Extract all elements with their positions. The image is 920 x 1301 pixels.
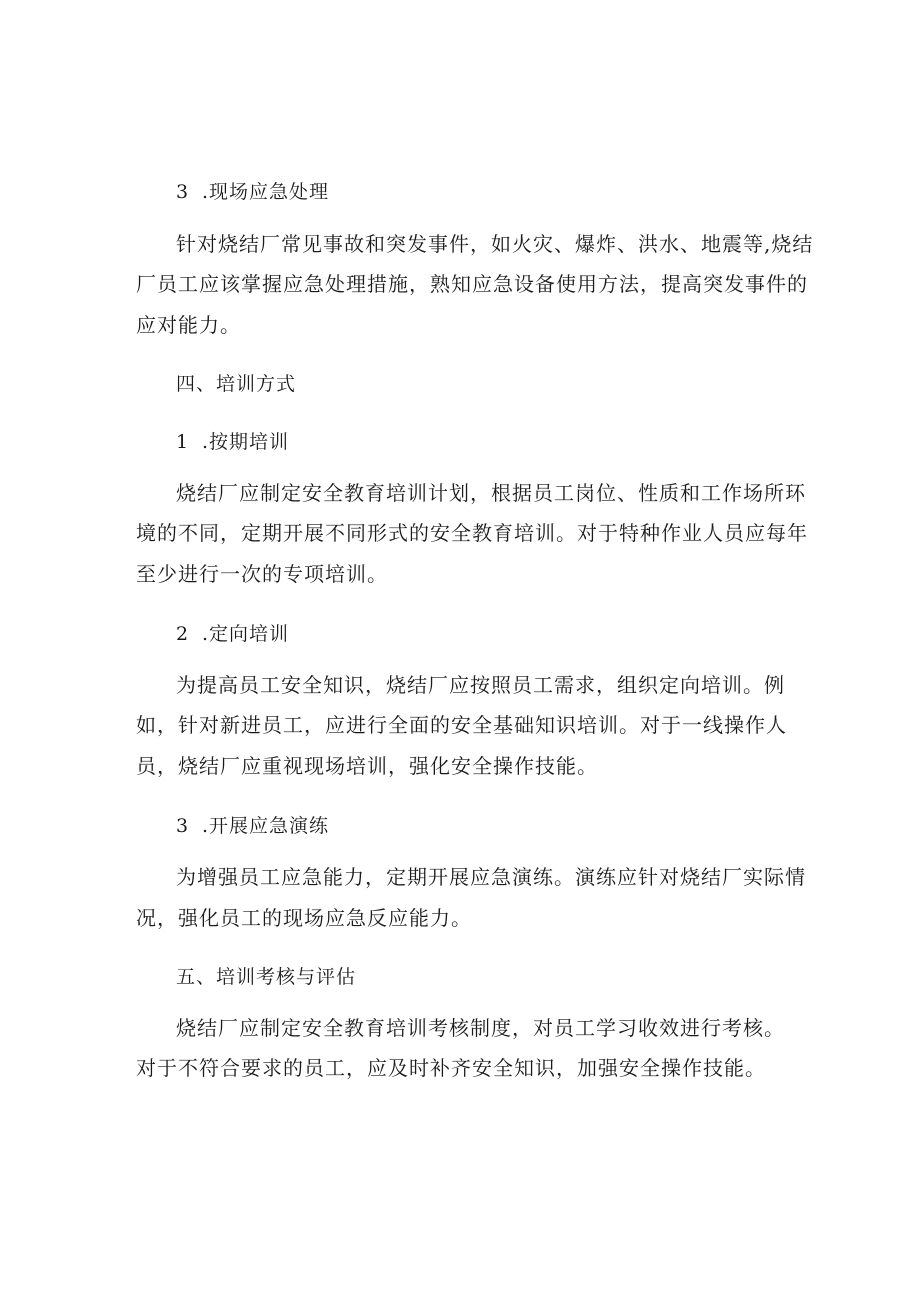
section-heading: [176, 180, 329, 204]
paragraph-line: 针对烧结厂常见事故和突发事件，如火灾、爆炸、洪水、地震等,烧结: [176, 232, 814, 256]
paragraph-line: 应对能力。: [136, 313, 241, 337]
paragraph-line: 如，针对新进员工，应进行全面的安全基础知识培训。对于一线操作人: [136, 713, 787, 737]
section-number: 2: [176, 623, 190, 645]
section-title: .开展应急演练: [202, 815, 330, 837]
section-number: 1: [176, 431, 190, 453]
paragraph-line: 为提高员工安全知识，烧结厂应按照员工需求，组织定向培训。例: [176, 673, 785, 697]
chapter-heading: 四、培训方式: [176, 373, 297, 395]
section-number: 3: [176, 181, 190, 203]
section-title: .按期培训: [202, 431, 290, 453]
paragraph-line: 员，烧结厂应重视现场培训，强化安全操作技能。: [136, 754, 598, 778]
section-number: 3: [176, 815, 190, 837]
paragraph-line: 烧结厂应制定安全教育培训考核制度，对员工学习收效进行考核。: [176, 1016, 785, 1040]
paragraph-line: 至少进行一次的专项培训。: [136, 562, 388, 586]
section-heading: [176, 430, 289, 454]
section-title: .现场应急处理: [202, 181, 330, 203]
chapter-heading: 五、培训考核与评估: [176, 966, 357, 988]
section-heading: [176, 622, 289, 646]
paragraph-line: 烧结厂应制定安全教育培训计划，根据员工岗位、性质和工作场所环: [176, 481, 806, 505]
paragraph-line: 对于不符合要求的员工，应及时补齐安全知识，加强安全操作技能。: [136, 1056, 766, 1080]
paragraph-line: 厂员工应该掌握应急处理措施，熟知应急设备使用方法，提高突发事件的: [136, 272, 808, 296]
paragraph-line: 境的不同，定期开展不同形式的安全教育培训。对于特种作业人员应每年: [136, 521, 808, 545]
section-heading: [176, 814, 329, 838]
section-title: .定向培训: [202, 623, 290, 645]
paragraph-line: 况，强化员工的现场应急反应能力。: [136, 906, 472, 930]
paragraph-line: 为增强员工应急能力，定期开展应急演练。演练应针对烧结厂实际情: [176, 865, 806, 889]
